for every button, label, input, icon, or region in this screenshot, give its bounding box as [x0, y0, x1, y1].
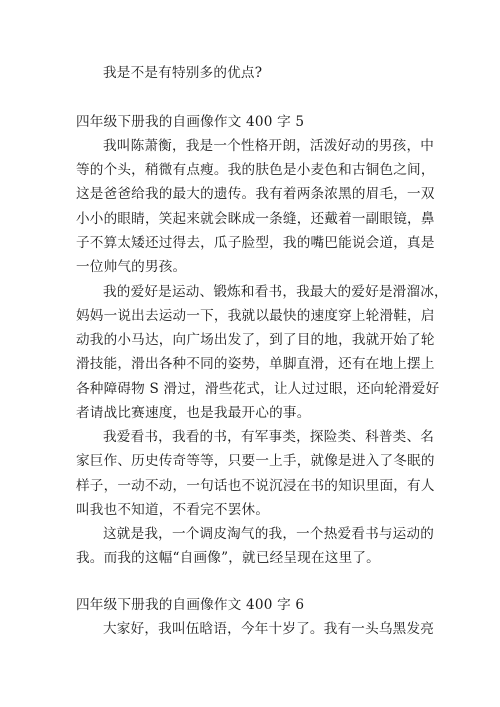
paragraph-line: 小小的眼睛，笑起来就会眯成一条缝，还戴着一副眼镜，鼻	[76, 211, 435, 227]
closing-question-line: 我是不是有特别多的优点?	[103, 65, 263, 81]
essay-5-heading: 四年级下册我的自画像作文 400 字 5	[76, 114, 305, 130]
paragraph-line: 这是爸爸给我的最大的遗传。我有着两条浓黑的眉毛，一双	[76, 186, 435, 202]
paragraph-line: 子不算太矮还过得去，瓜子脸型，我的嘴巴能说会道，真是	[76, 235, 435, 251]
paragraph-line: 我爱看书，我看的书，有军事类，探险类、科普类、名	[103, 429, 435, 445]
paragraph-line: 等的个头，稍微有点瘦。我的肤色是小麦色和古铜色之间，	[76, 162, 435, 178]
paragraph-line: 动我的小马达，向广场出发了，到了目的地，我就开始了轮	[76, 332, 435, 348]
paragraph-line: 大家好，我叫伍晗语，今年十岁了。我有一头乌黑发亮	[103, 621, 435, 637]
paragraph-line: 我。而我的这幅“自画像”，就已经呈现在这里了。	[76, 550, 380, 566]
paragraph-line: 各种障碍物 S 滑过，滑些花式，让人过过眼，还向轮滑爱好	[76, 381, 440, 397]
paragraph-line: 者请战比赛速度，也是我最开心的事。	[76, 405, 311, 421]
paragraph-line: 我的爱好是运动、锻炼和看书，我最大的爱好是滑溜冰，	[103, 284, 448, 300]
paragraph-line: 我叫陈萧衡，我是一个性格开朗，活泼好动的男孩，中	[103, 138, 435, 154]
paragraph-line: 一位帅气的男孩。	[76, 259, 187, 275]
paragraph-line: 样子，一动不动，一句话也不说沉浸在书的知识里面，有人	[76, 478, 435, 494]
paragraph-line: 这就是我，一个调皮淘气的我，一个热爱看书与运动的	[103, 526, 435, 542]
paragraph-line: 家巨作、历史传奇等等，只要一上手，就像是进入了冬眠的	[76, 453, 435, 469]
paragraph-line: 妈妈一说出去运动一下，我就以最快的速度穿上轮滑鞋，启	[76, 308, 435, 324]
essay-6-heading: 四年级下册我的自画像作文 400 字 6	[76, 597, 305, 613]
paragraph-line: 滑技能，滑出各种不同的姿势，单脚直滑，还有在地上摆上	[76, 356, 435, 372]
paragraph-line: 叫我也不知道，不看完不罢休。	[76, 502, 270, 518]
